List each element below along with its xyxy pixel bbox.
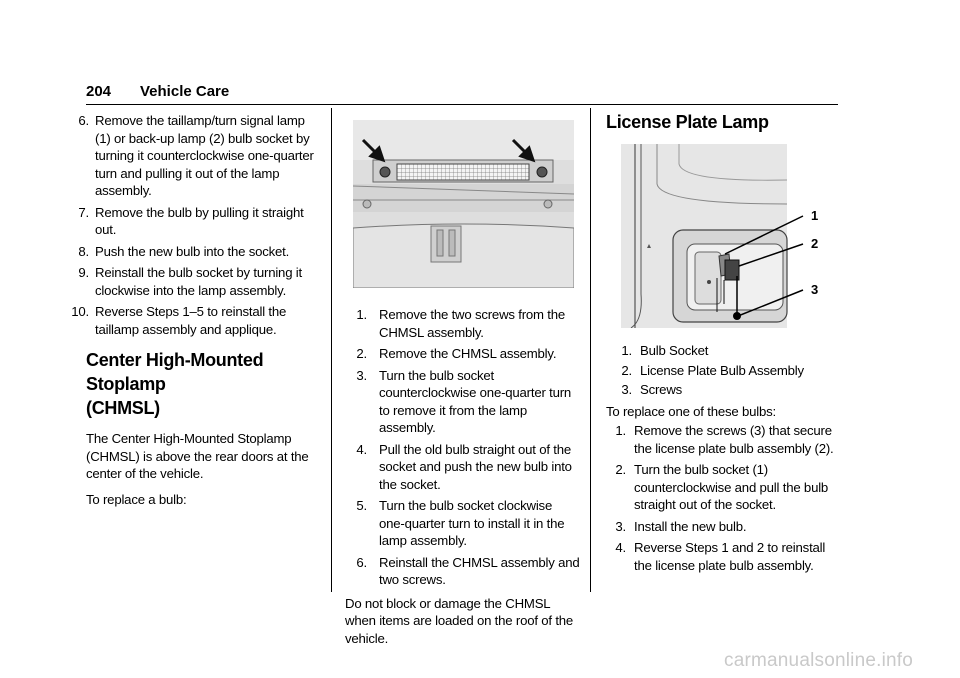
chmsl-intro: The Center High-Mounted Stoplamp (CHMSL) is above the rear doors at the center of the vehicle.: [86, 431, 309, 481]
license-plate-steps: [606, 422, 846, 574]
column-1: [61, 112, 323, 516]
screw-icon: [733, 312, 741, 320]
replace-bulb-text: To replace a bulb:: [86, 491, 187, 507]
list-item: 7. Remove the bulb by pulling it straight out.: [78, 204, 304, 237]
list-item: 4. Reverse Steps 1 and 2 to reinstall the license plate bulb assembly.: [615, 540, 826, 573]
list-item: 1. Bulb Socket: [621, 343, 709, 358]
header-rule: [86, 104, 838, 105]
callout-3: 3: [811, 282, 819, 297]
list-item: 8. Push the new bulb into the socket.: [78, 243, 290, 259]
list-item: 3. Install the new bulb.: [615, 518, 747, 534]
list-item: 2. License Plate Bulb Assembly: [621, 362, 804, 378]
callout-legend: [616, 342, 846, 399]
callout-2: 2: [811, 236, 819, 251]
list-item: 10. Reverse Steps 1–5 to reinstall the taillamp assembly and applique.: [71, 304, 287, 337]
list-item: 2. Remove the CHMSL assembly.: [356, 346, 557, 361]
license-plate-lamp-illustration: [621, 144, 831, 328]
screw-right: [537, 167, 547, 177]
chmsl-illustration: [353, 120, 574, 288]
watermark: carmanualsonline.info: [724, 650, 914, 671]
list-item: 3. Screws: [621, 382, 683, 397]
license-plate-heading: License Plate Lamp: [606, 112, 769, 132]
screw-left: [380, 167, 390, 177]
list-item: 9. Reinstall the bulb socket by turning it clockwise into the lamp assembly.: [78, 265, 302, 298]
page-header: [86, 83, 838, 103]
list-item: 5. Turn the bulb socket clockwise one-quarter turn to install it in the lamp assembly.: [356, 498, 565, 548]
chmsl-steps: [345, 306, 581, 589]
page-number: 204: [86, 83, 112, 100]
list-item: 1. Remove the two screws from the CHMSL assembly.: [356, 307, 566, 340]
list-item: 6. Remove the taillamp/turn signal lamp (1) or back-up lamp (2) bulb socket by turning it counterclockwise one-quarter turn and pulling it out of the lamp assembly.: [78, 113, 314, 198]
column-3: [606, 342, 846, 578]
callout-1: 1: [811, 208, 819, 223]
column-2: [345, 306, 581, 655]
license-intro: To replace one of these bulbs:: [606, 403, 776, 419]
chmsl-note: Do not block or damage the CHMSL when items are loaded on the roof of the vehicle.: [345, 595, 574, 646]
section-title: Vehicle Care: [140, 83, 230, 100]
list-item: 4. Pull the old bulb straight out of the socket and push the new bulb into the socket.: [356, 441, 572, 492]
list-item: 6. Reinstall the CHMSL assembly and two screws.: [356, 554, 580, 587]
chmsl-heading: Center High-Mounted Stoplamp (CHMSL): [86, 350, 264, 418]
column-divider-1: [331, 108, 332, 592]
list-item: 2. Turn the bulb socket (1) counterclockwise and pull the bulb straight out of the socket.: [615, 462, 829, 512]
taillamp-steps: [61, 112, 323, 338]
list-item: 1. Remove the screws (3) that secure the license plate bulb assembly (2).: [615, 423, 834, 456]
list-item: 3. Turn the bulb socket counterclockwise one-quarter turn to remove it from the lamp assembly.: [356, 367, 572, 435]
column-divider-2: [590, 108, 591, 592]
